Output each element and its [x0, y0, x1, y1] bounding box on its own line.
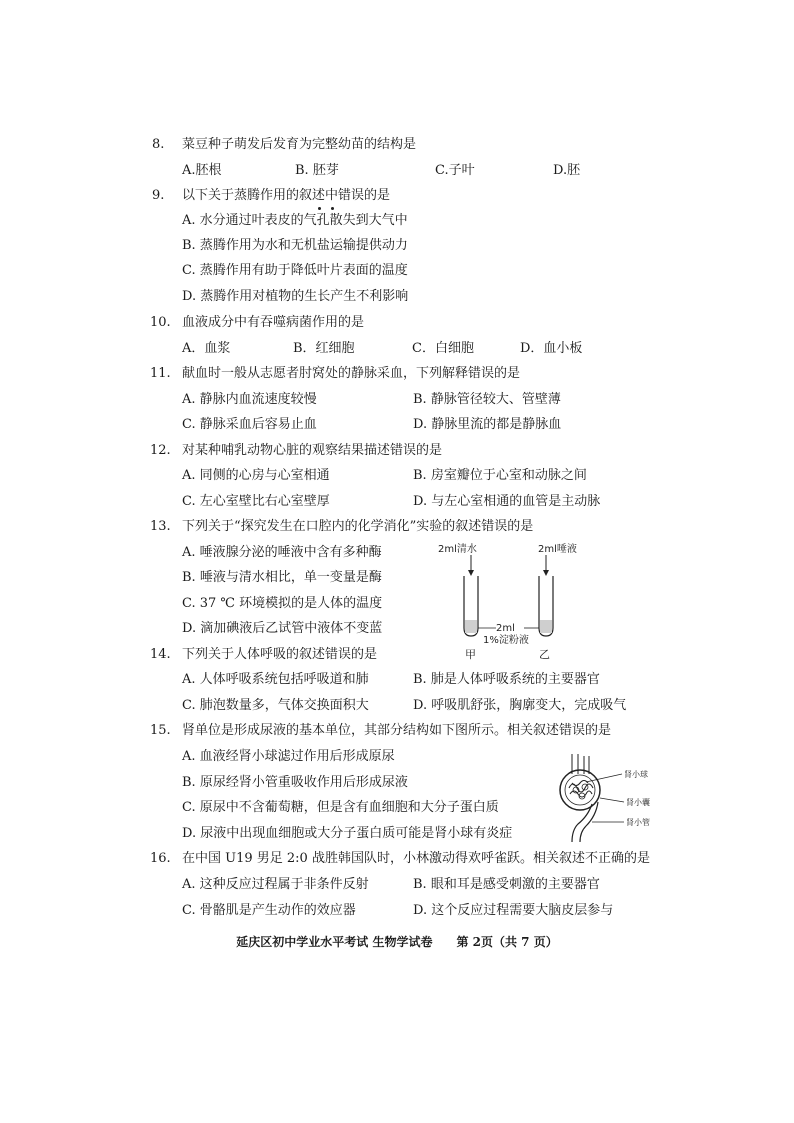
question-13-option-d: D. 滴加碘液后乙试管中液体不变蓝: [182, 621, 383, 636]
tubule-label: 肾小管: [626, 818, 650, 827]
question-11-option-b: B. 静脉管径较大、管壁薄: [413, 392, 561, 407]
question-11-option-d: D. 静脉里流的都是静脉血: [413, 417, 562, 432]
question-8-number: 8.: [152, 137, 165, 152]
volume-label: 2ml: [496, 623, 515, 634]
question-12-stem: 对某种哺乳动物心脏的观察结果描述错误的是: [182, 443, 443, 458]
question-13-option-b: B. 唾液与清水相比，单一变量是酶: [182, 570, 382, 585]
starch-label: 1%淀粉液: [483, 635, 529, 646]
question-11-number: 11.: [150, 366, 171, 381]
question-14-option-a: A. 人体呼吸系统包括呼吸道和肺: [182, 672, 369, 687]
question-10-option-a: A．血浆: [182, 341, 231, 356]
question-12-option-a: A. 同侧的心房与心室相通: [182, 468, 330, 483]
question-9-option-a: A. 水分通过叶表皮的气孔散失到大气中: [182, 213, 408, 228]
question-16-option-c: C. 骨骼肌是产生动作的效应器: [182, 903, 356, 918]
left-tube-label: 2ml清水: [438, 544, 477, 555]
question-15-option-a: A. 血液经肾小球滤过作用后形成原尿: [182, 749, 395, 764]
question-11-option-a: A. 静脉内血流速度较慢: [182, 392, 317, 407]
question-9-stem: 以下关于蒸腾作用的叙述中错误的是: [182, 188, 391, 203]
question-14-option-d: D. 呼吸肌舒张，胸廓变大，完成吸气: [413, 698, 627, 713]
capsule: [560, 770, 600, 810]
question-15-option-c: C. 原尿中不含葡萄糖，但是含有血细胞和大分子蛋白质: [182, 800, 499, 815]
question-9-option-c: C. 蒸腾作用有助于降低叶片表面的温度: [182, 263, 408, 278]
question-14-number: 14.: [150, 647, 171, 662]
question-14-stem: 下列关于人体呼吸的叙述错误的是: [182, 647, 378, 662]
question-15-option-d: D. 尿液中出现血细胞或大分子蛋白质可能是肾小球有炎症: [182, 826, 513, 841]
question-15-option-b: B. 原尿经肾小管重吸收作用后形成尿液: [182, 775, 408, 790]
question-8-option-c: C.子叶: [435, 163, 475, 178]
question-13-option-a: A. 唾液腺分泌的唾液中含有多种酶: [182, 545, 382, 560]
emphasis-dot: [318, 207, 321, 210]
glomerulus: [569, 781, 593, 798]
tube-b-label: 乙: [539, 648, 550, 661]
nephron-figure: [552, 752, 668, 846]
question-8-option-a: A.胚根: [182, 163, 222, 178]
question-12-option-b: B. 房室瓣位于心室和动脉之间: [413, 468, 587, 483]
question-10-stem: 血液成分中有吞噬病菌作用的是: [182, 315, 365, 330]
test-tube-figure: [438, 540, 588, 664]
question-9-option-b: B. 蒸腾作用为水和无机盐运输提供动力: [182, 238, 408, 253]
question-12-option-c: C. 左心室壁比右心室壁厚: [182, 494, 330, 509]
question-15-number: 15.: [150, 723, 171, 738]
question-16-option-b: B. 眼和耳是感受刺激的主要器官: [413, 877, 600, 892]
question-10-number: 10.: [150, 315, 171, 330]
tube-a-label: 甲: [465, 648, 476, 661]
question-12-option-d: D. 与左心室相通的血管是主动脉: [413, 494, 601, 509]
question-11-option-c: C. 静脉采血后容易止血: [182, 417, 317, 432]
emphasis-dot: [331, 207, 334, 210]
question-13-number: 13.: [150, 519, 171, 534]
question-14-option-c: C. 肺泡数量多，气体交换面积大: [182, 698, 369, 713]
question-14-option-b: B. 肺是人体呼吸系统的主要器官: [413, 672, 600, 687]
question-8-option-b: B. 胚芽: [295, 163, 339, 178]
question-13-option-c: C. 37 ℃ 环境模拟的是人体的温度: [182, 596, 383, 611]
question-8-option-d: D.胚: [553, 163, 581, 178]
question-16-option-d: D. 这个反应过程需要大脑皮层参与: [413, 903, 614, 918]
question-10-option-c: C．白细胞: [412, 341, 474, 356]
question-9-option-d: D. 蒸腾作用对植物的生长产生不利影响: [182, 289, 409, 304]
question-9-number: 9.: [152, 188, 165, 203]
question-16-option-a: A. 这种反应过程属于非条件反射: [182, 877, 369, 892]
question-12-number: 12.: [150, 443, 171, 458]
question-16-stem: 在中国 U19 男足 2:0 战胜韩国队时，小林激动得欢呼雀跃。相关叙述不正确的是: [182, 851, 650, 866]
question-8-stem: 菜豆种子萌发后发育为完整幼苗的结构是: [182, 137, 417, 152]
right-tube-label: 2ml唾液: [538, 544, 577, 555]
question-13-stem: 下列关于“探究发生在口腔内的化学消化”实验的叙述错误的是: [182, 519, 534, 534]
question-10-option-b: B．红细胞: [293, 341, 355, 356]
question-15-stem: 肾单位是形成尿液的基本单位，其部分结构如下图所示。相关叙述错误的是: [182, 723, 612, 738]
page-footer: 延庆区初中学业水平考试 生物学试卷 第 2页（共 7 页）: [236, 935, 558, 949]
question-16-number: 16.: [150, 851, 171, 866]
glomerulus-label: 肾小球: [624, 770, 648, 779]
capsule-label: 肾小囊: [626, 798, 650, 807]
question-10-option-d: D．血小板: [520, 341, 583, 356]
question-11-stem: 献血时一般从志愿者肘窝处的静脉采血，下列解释错误的是: [182, 366, 521, 381]
